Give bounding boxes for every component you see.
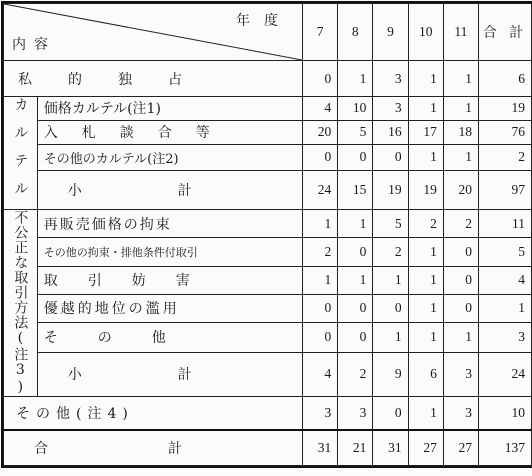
cell-value: 1 [408,97,443,121]
cell-value: 15 [338,170,373,209]
row-cartel-item [4,144,532,170]
row-label: 私的独占 [18,71,218,88]
cell-value: 0 [338,238,373,266]
row-unfair-item [4,294,532,322]
cell-value: 1 [338,266,373,294]
cell-value: 5 [373,210,408,238]
cell-value: 1 [408,397,443,430]
row-label: 優越的地位の濫用 [43,301,180,318]
cell-value: 2 [338,352,373,396]
row-label: 再販売価格の拘束 [43,216,172,233]
cell-value: 10 [338,97,373,121]
row-unfair-item [4,323,532,353]
row-unfair-subtotal [4,352,532,396]
cartel-group-cell [4,97,38,210]
cell-value: 1 [373,323,408,353]
header-total: 合 計 [479,4,532,61]
cell-value: 31 [373,430,408,466]
row-label: 入札談合等 [43,125,234,142]
cell-value: 3 [373,61,408,97]
cell-value: 1 [338,210,373,238]
row-label: その他(注4) [16,405,134,422]
cell-total: 137 [479,430,532,466]
subtotal-label: 小計 [67,367,288,384]
cell-value: 3 [373,97,408,121]
cell-total: 19 [479,97,532,121]
cell-value: 24 [303,170,338,209]
cell-value: 0 [338,294,373,322]
row-label: その他のカルテル(注2) [43,151,179,167]
cell-value: 1 [443,97,478,121]
cell-value: 1 [408,144,443,170]
cell-value: 21 [338,430,373,466]
cell-value: 16 [373,120,408,144]
cell-total: 76 [479,120,532,144]
row-label-cell [37,266,302,294]
row-unfair-item [4,238,532,266]
row-label-cell [4,430,303,466]
row-label: その他の拘束・排他条件付取引 [43,245,198,259]
cell-value: 6 [408,352,443,396]
cell-value: 0 [303,323,338,353]
cell-total: 1 [479,294,532,322]
statistics-table [3,3,532,466]
grand-total-label: 合計 [34,440,302,457]
cell-value: 3 [338,397,373,430]
cell-total: 97 [479,170,532,209]
cell-total: 24 [479,352,532,396]
cell-value: 0 [373,294,408,322]
cell-value: 20 [303,120,338,144]
cell-value: 2 [373,238,408,266]
row-label: 価格カルテル(注1) [43,101,161,118]
row-unfair-item [4,266,532,294]
row-label-cell [37,97,302,121]
row-cartel-subtotal [4,170,532,209]
cartel-group-label: カルテル [12,97,29,209]
cell-value: 4 [303,97,338,121]
header-corner-cell [4,4,303,61]
cell-value: 1 [408,238,443,266]
header-year-10: 10 [408,4,443,61]
cell-value: 0 [443,294,478,322]
cell-value: 9 [373,352,408,396]
unfair-group-cell [4,210,38,397]
header-year-7: 7 [303,4,338,61]
cell-value: 1 [443,61,478,97]
cell-total: 6 [479,61,532,97]
cell-value: 1 [443,323,478,353]
row-cartel-item [4,97,532,121]
cell-total: 11 [479,210,532,238]
row-label-cell [37,294,302,322]
cell-value: 2 [303,238,338,266]
cell-value: 1 [373,266,408,294]
cell-value: 1 [443,144,478,170]
cell-total: 5 [479,238,532,266]
cell-value: 3 [443,397,478,430]
header-row [4,4,532,61]
cell-value: 1 [303,210,338,238]
cell-value: 0 [303,61,338,97]
row-label-cell [4,397,303,430]
row-cartel-item [4,120,532,144]
header-year-8: 8 [338,4,373,61]
cell-value: 5 [338,120,373,144]
row-label-cell [37,144,302,170]
row-label: その他 [43,330,206,347]
row-label-cell [37,120,302,144]
unfair-group-label: 不公正な取引方法(注3) [12,210,29,396]
row-label-cell [37,170,302,209]
cell-value: 3 [303,397,338,430]
cell-value: 20 [443,170,478,209]
cell-value: 3 [443,352,478,396]
cell-value: 0 [443,238,478,266]
header-year-label: 年度 [236,13,292,29]
row-label-cell [37,210,302,238]
cell-value: 0 [443,266,478,294]
cell-value: 2 [408,210,443,238]
row-label-cell [37,352,302,396]
cell-value: 1 [408,266,443,294]
cell-value: 1 [408,294,443,322]
row-other [4,397,532,430]
cell-value: 19 [373,170,408,209]
cell-value: 0 [303,144,338,170]
row-label-cell [4,61,303,97]
cell-value: 19 [408,170,443,209]
cell-value: 0 [373,144,408,170]
cell-value: 1 [338,61,373,97]
cell-value: 0 [338,323,373,353]
cell-value: 1 [408,323,443,353]
row-unfair-item [4,210,532,238]
cell-total: 4 [479,266,532,294]
cell-value: 1 [408,61,443,97]
cell-value: 27 [443,430,478,466]
cell-value: 4 [303,352,338,396]
cell-value: 0 [338,144,373,170]
row-label-cell [37,238,302,266]
subtotal-label: 小計 [67,182,288,199]
cell-value: 0 [373,397,408,430]
cell-value: 1 [303,266,338,294]
cell-total: 2 [479,144,532,170]
row-label-cell [37,323,302,353]
header-year-11: 11 [443,4,478,61]
row-private-monopoly [4,61,532,97]
cell-value: 31 [303,430,338,466]
header-year-9: 9 [373,4,408,61]
cell-value: 17 [408,120,443,144]
cell-total: 3 [479,323,532,353]
header-content-label: 内容 [12,37,56,53]
cell-total: 10 [479,397,532,430]
cell-value: 0 [303,294,338,322]
row-grand-total [4,430,532,466]
cell-value: 18 [443,120,478,144]
cell-value: 27 [408,430,443,466]
cell-value: 2 [443,210,478,238]
row-label: 取引妨害 [43,273,220,290]
